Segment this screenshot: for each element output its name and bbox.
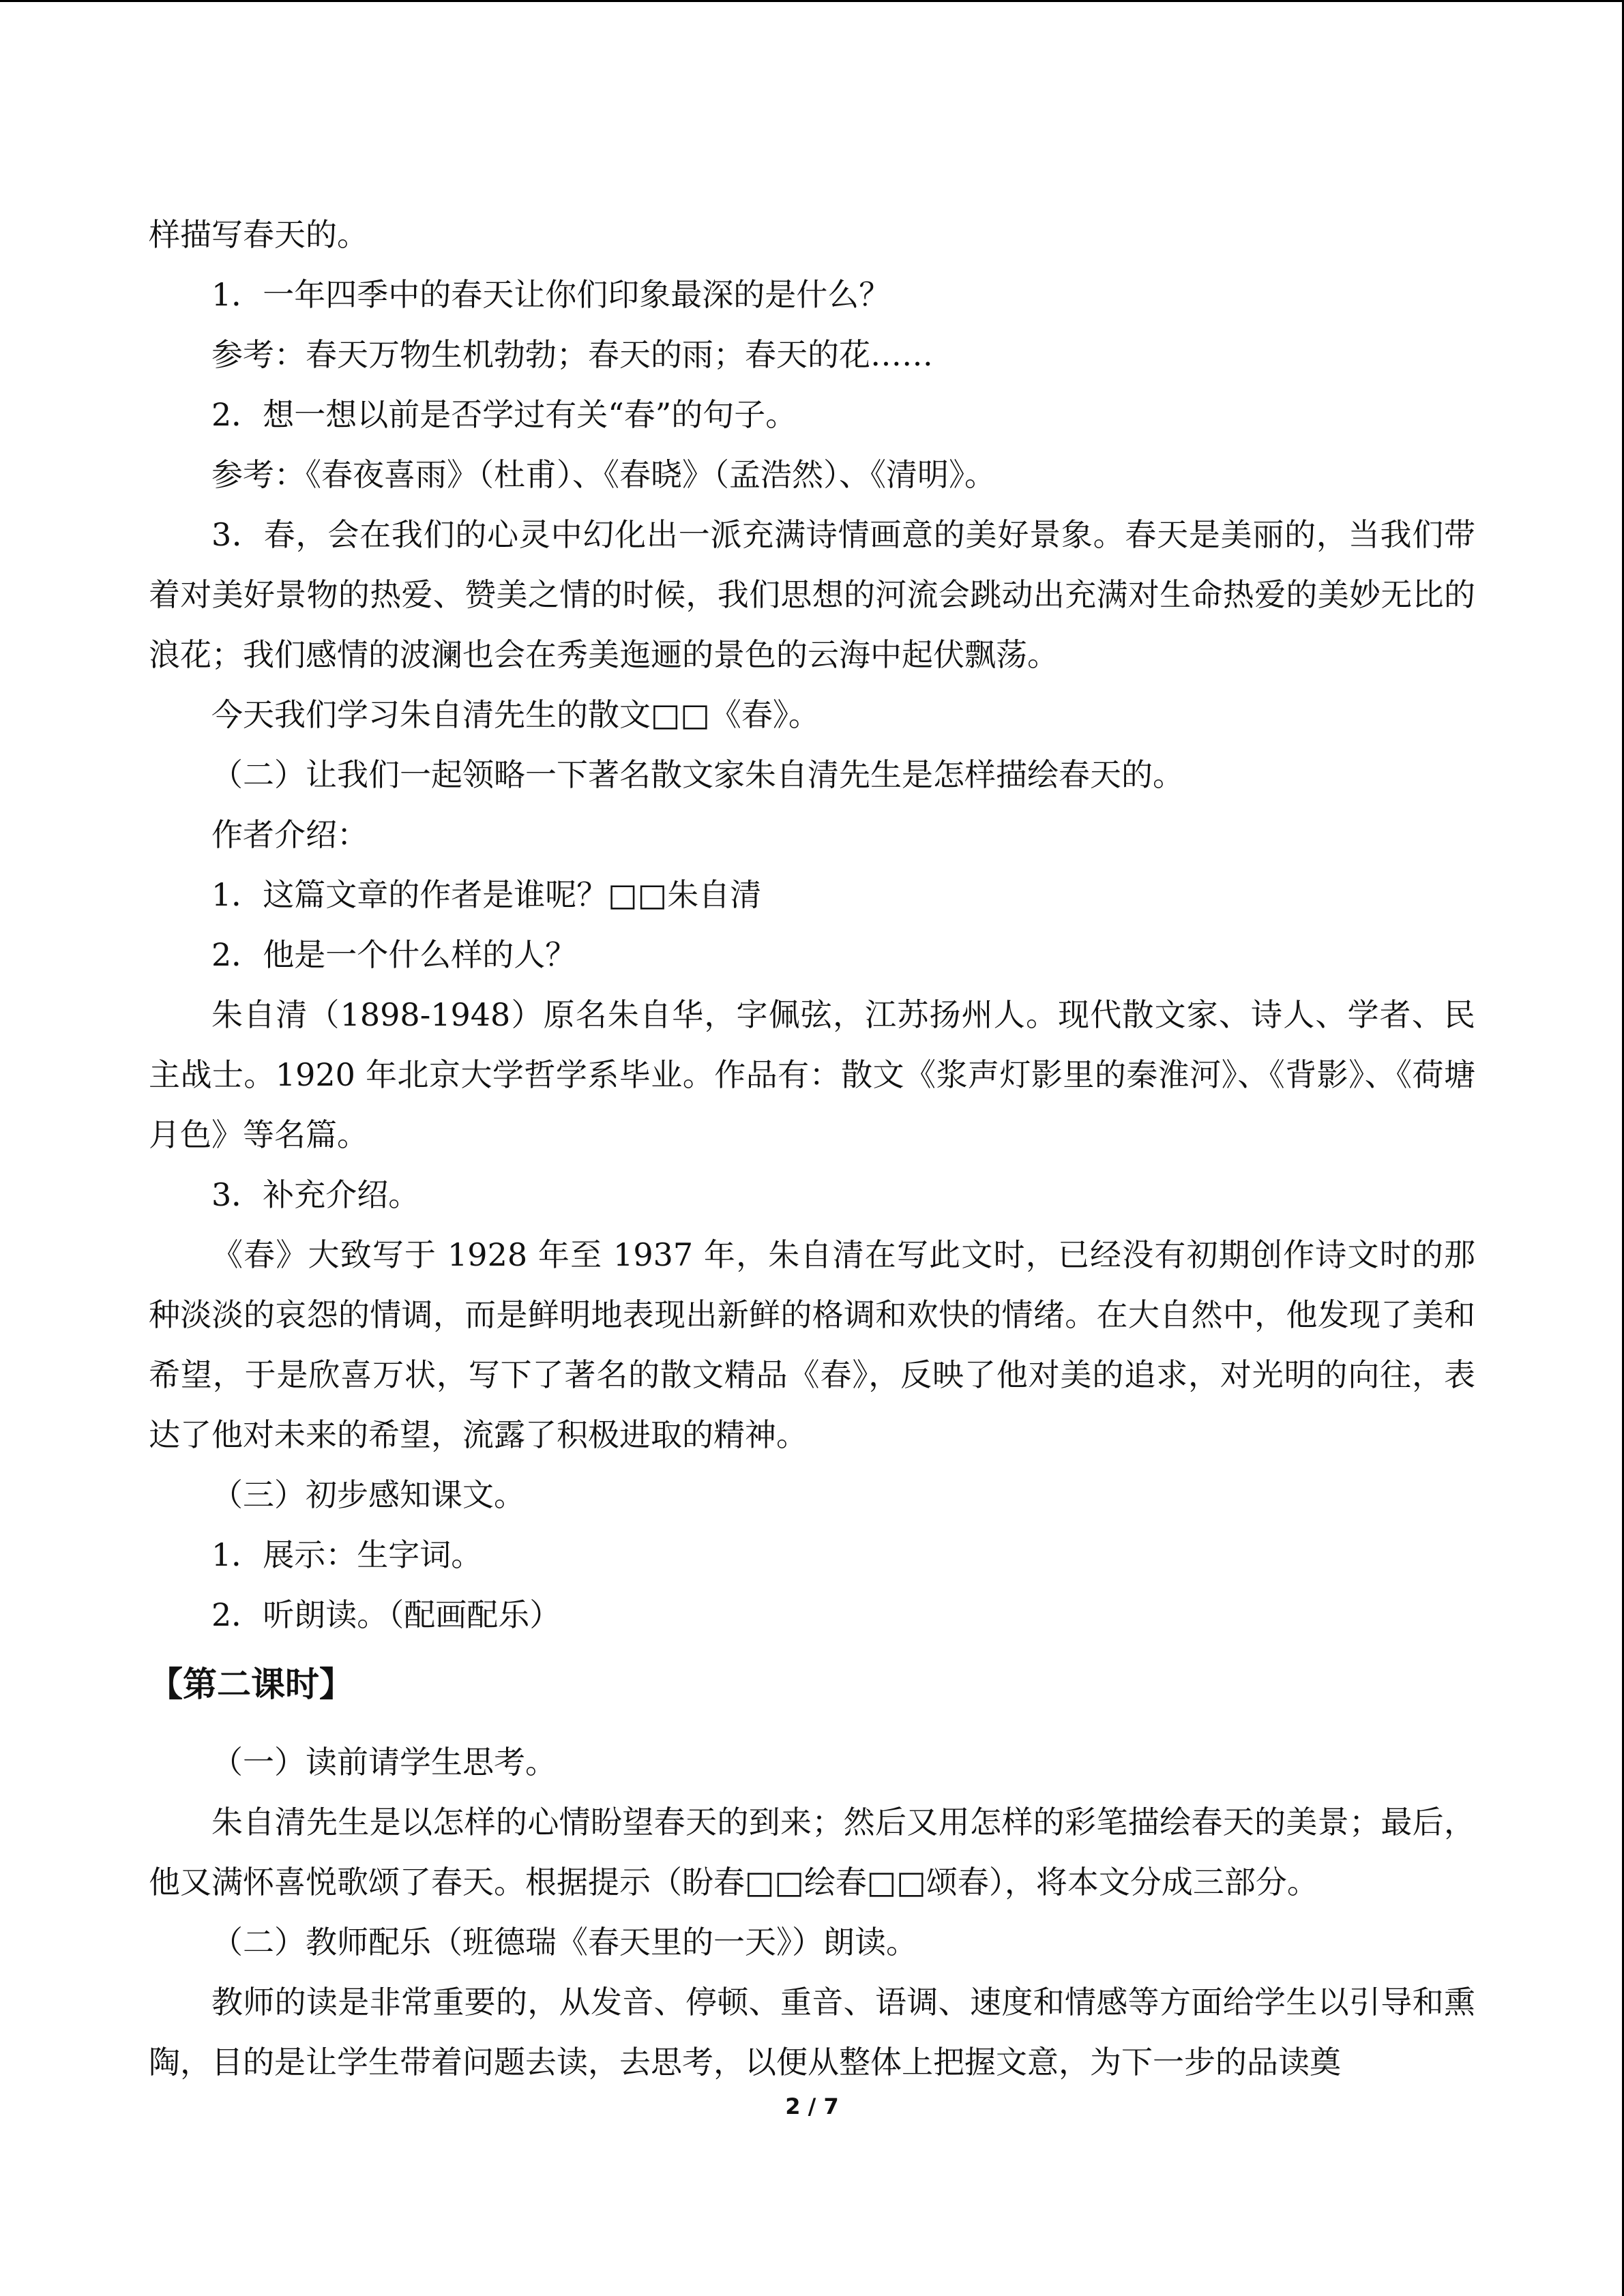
paragraph: 3．补充介绍。 [211,1176,420,1213]
paragraph: （三）初步感知课文。 [211,1476,525,1513]
paragraph: 1．展示：生字词。 [211,1536,483,1573]
paragraph: 样描写春天的。 [149,216,368,253]
paragraph: 教师的读是非常重要的，从发音、停顿、重音、语调、速度和情感等方面给学生以引导和熏陶，目的是让学生带着问题去读，去思考，以便从整体上把握文意，为下一步的品读奠 [149,1984,1475,2081]
paragraph: （二）教师配乐（班德瑞《春天里的一天》）朗读。 [211,1924,917,1960]
document-body [149,205,1475,2092]
page-number: 2 / 7 [785,2093,839,2119]
paragraph: （一）读前请学生思考。 [211,1744,557,1780]
paragraph: （二）让我们一起领略一下著名散文家朱自清先生是怎样描绘春天的。 [211,756,1184,793]
paragraph: 参考：春天万物生机勃勃；春天的雨；春天的花…… [211,336,933,373]
paragraph: 朱自清（1898-1948）原名朱自华，字佩弦，江苏扬州人。现代散文家、诗人、学者、民主战士。1920 年北京大学哲学系毕业。作品有：散文《浆声灯影里的秦淮河》、《背影》、《荷塘月色》等名篇。 [149,996,1475,1153]
paragraphs-part1 [149,205,1475,1645]
paragraph: 作者介绍： [211,816,368,853]
paragraph: 1．一年四季中的春天让你们印象最深的是什么？ [211,276,891,313]
paragraph: 参考：《春夜喜雨》（杜甫）、《春晓》（孟浩然）、《清明》。 [211,456,996,493]
paragraph: 朱自清先生是以怎样的心情盼望春天的到来；然后又用怎样的彩笔描绘春天的美景；最后，他又满怀喜悦歌颂了春天。根据提示（盼春□□绘春□□颂春），将本文分成三部分。 [149,1804,1475,1900]
paragraph: 《春》大致写于 1928 年至 1937 年，朱自清在写此文时，已经没有初期创作诗文时的那种淡淡的哀怨的情调，而是鲜明地表现出新鲜的格调和欢快的情绪。在大自然中，他发现了美和希望，于是欣喜万状，写下了著名的散文精品《春》，反映了他对美的追求，对光明的向往，表达了他对未来的希望，流露了积极进取的精神。 [149,1236,1475,1453]
paragraph: 2．他是一个什么样的人？ [211,936,577,973]
paragraph: 2．听朗读。（配画配乐） [211,1596,561,1633]
paragraph: 今天我们学习朱自清先生的散文□□《春》。 [211,696,820,733]
paragraphs-part2 [149,1732,1475,2092]
paragraph: 3．春，会在我们的心灵中幻化出一派充满诗情画意的美好景象。春天是美丽的，当我们带着对美好景物的热爱、赞美之情的时候，我们思想的河流会跳动出充满对生命热爱的美妙无比的浪花；我们感情的波澜也会在秀美迤逦的景色的云海中起伏飘荡。 [149,516,1475,673]
paragraph: 1．这篇文章的作者是谁呢？□□朱自清 [211,876,762,913]
paragraph: 2．想一想以前是否学过有关“春”的句子。 [211,396,797,433]
section-heading: 【第二课时】 [149,1665,353,1704]
